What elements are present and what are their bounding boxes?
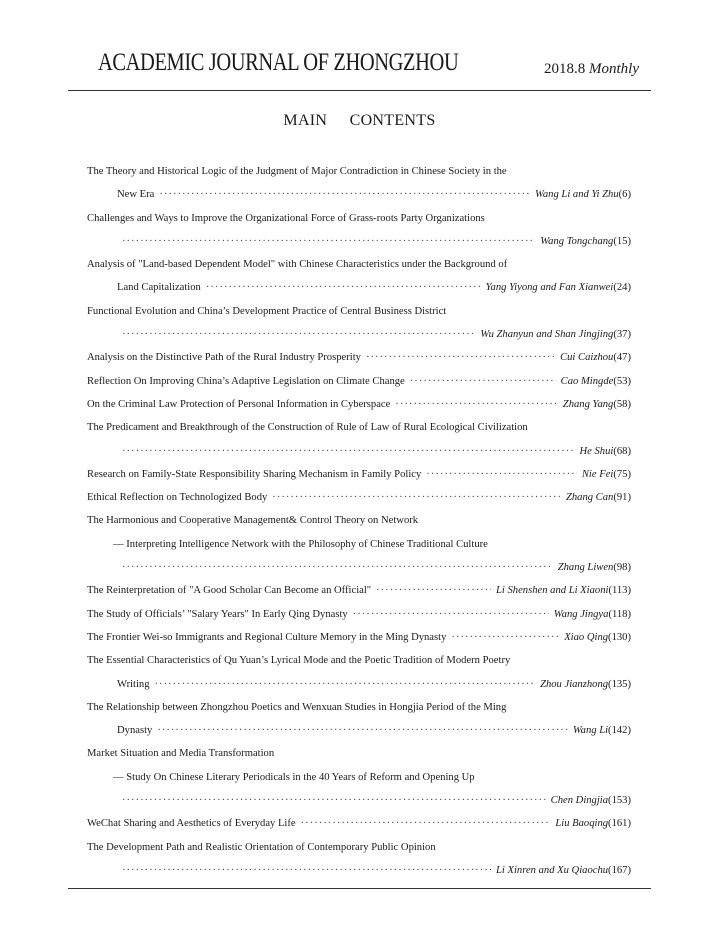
toc-entry-title: The Predicament and Breakthrough of the Construction of Rule of Law of Rural Ecological Civilization bbox=[87, 422, 528, 434]
journal-header bbox=[68, 40, 651, 91]
toc-entry-title: New Era bbox=[117, 189, 155, 201]
toc-entry-author: Wang Li and Yi Zhu bbox=[535, 189, 619, 201]
contents-title-word-contents: CONTENTS bbox=[349, 112, 436, 129]
toc-entry-title: — Interpreting Intelligence Network with the Philosophy of Chinese Traditional Culture bbox=[113, 538, 488, 550]
dot-leader bbox=[395, 393, 557, 416]
toc-entry-title: Analysis on the Distinctive Path of the Rural Industry Prosperity bbox=[87, 352, 361, 364]
toc-entry-title: Functional Evolution and China’s Development Practice of Central Business District bbox=[87, 305, 447, 317]
toc-entry-page: (167) bbox=[608, 864, 631, 876]
toc-line bbox=[87, 649, 631, 672]
dot-leader bbox=[155, 673, 536, 696]
toc-entry-author: Zhang Yang bbox=[562, 398, 614, 410]
issue-info bbox=[544, 61, 639, 78]
dot-leader bbox=[122, 323, 475, 346]
toc-entry-author: Nie Fei bbox=[581, 468, 614, 480]
toc-line bbox=[87, 766, 631, 789]
footer-rule bbox=[68, 888, 651, 889]
toc-line bbox=[87, 696, 631, 719]
toc-line bbox=[87, 323, 631, 346]
toc-line bbox=[87, 533, 631, 556]
toc-entry-page: (53) bbox=[613, 375, 631, 387]
dot-leader bbox=[451, 626, 559, 649]
dot-leader bbox=[410, 370, 556, 393]
toc-line bbox=[87, 836, 631, 859]
toc-entry-title: The Essential Characteristics of Qu Yuan’s Lyrical Mode and the Poetic Tradition of Modern Poetry bbox=[87, 655, 511, 667]
toc-line bbox=[87, 556, 631, 579]
toc-entry-page: (15) bbox=[613, 235, 631, 247]
toc-line bbox=[87, 207, 631, 230]
toc-entry-author: He Shui bbox=[579, 445, 614, 457]
dot-leader bbox=[206, 276, 481, 299]
toc-entry-page: (47) bbox=[613, 352, 631, 364]
dot-leader bbox=[301, 812, 551, 835]
toc-entry-title: Challenges and Ways to Improve the Organizational Force of Grass-roots Party Organizations bbox=[87, 212, 485, 224]
toc-entry-author: Zhang Liwen bbox=[557, 562, 614, 574]
toc-line bbox=[87, 370, 631, 393]
dot-leader bbox=[159, 183, 530, 206]
toc-entry-title: Reflection On Improving China’s Adaptive Legislation on Climate Change bbox=[87, 375, 405, 387]
toc-entry-title: Ethical Reflection on Technologized Body bbox=[87, 492, 268, 504]
journal-title: ACADEMIC JOURNAL OF ZHONGZHOU bbox=[98, 49, 459, 76]
toc-entry-page: (37) bbox=[613, 329, 631, 341]
contents-title bbox=[0, 112, 719, 130]
toc-line bbox=[87, 416, 631, 439]
toc-entry-author: Li Xinren and Xu Qiaochu bbox=[496, 864, 609, 876]
toc-entry-title: On the Criminal Law Protection of Personal Information in Cyberspace bbox=[87, 398, 391, 410]
toc-entry-title: Market Situation and Media Transformation bbox=[87, 748, 275, 760]
toc-entry-author: Zhou Jianzhong bbox=[540, 678, 609, 690]
toc-line bbox=[87, 509, 631, 532]
issue-number: 2018.8 bbox=[544, 61, 586, 77]
toc-line bbox=[87, 486, 631, 509]
toc-entry-page: (58) bbox=[613, 398, 631, 410]
toc-line bbox=[87, 579, 631, 602]
toc-entry-author: Wu Zhanyun and Shan Jingjing bbox=[480, 329, 614, 341]
dot-leader bbox=[122, 440, 575, 463]
toc-entry-title: Dynasty bbox=[117, 725, 153, 737]
toc-entry-author: Xiao Qing bbox=[564, 631, 609, 643]
toc-entry-author: Cao Mingde bbox=[560, 375, 614, 387]
toc-line bbox=[87, 300, 631, 323]
toc-entry-author: Chen Dingjia bbox=[550, 795, 609, 807]
toc-entry-page: (91) bbox=[613, 492, 631, 504]
toc-line bbox=[87, 859, 631, 882]
toc-line bbox=[87, 742, 631, 765]
toc-line bbox=[87, 603, 631, 626]
toc-entry-page: (113) bbox=[608, 585, 631, 597]
toc-entry-title: The Study of Officials’ "Salary Years" In Early Qing Dynasty bbox=[87, 608, 348, 620]
toc-entry-title: The Frontier Wei-so Immigrants and Regional Culture Memory in the Ming Dynasty bbox=[87, 631, 447, 643]
toc-line bbox=[87, 789, 631, 812]
toc-line bbox=[87, 230, 631, 253]
toc-line bbox=[87, 719, 631, 742]
toc-entry-author: Wang Jingya bbox=[553, 608, 609, 620]
toc-entry-page: (6) bbox=[618, 189, 631, 201]
toc-entry-page: (130) bbox=[608, 631, 631, 643]
toc-entry-page: (161) bbox=[608, 818, 631, 830]
toc-line bbox=[87, 346, 631, 369]
toc-entry-page: (24) bbox=[613, 282, 631, 294]
toc-entry-page: (68) bbox=[613, 445, 631, 457]
contents-title-word-main: MAIN bbox=[283, 112, 328, 129]
dot-leader bbox=[122, 230, 535, 253]
toc-entry-page: (153) bbox=[608, 795, 631, 807]
toc-entry-page: (98) bbox=[613, 562, 631, 574]
table-of-contents bbox=[87, 160, 631, 882]
toc-entry-title: — Study On Chinese Literary Periodicals in the 40 Years of Reform and Opening Up bbox=[113, 771, 475, 783]
dot-leader bbox=[122, 556, 553, 579]
dot-leader bbox=[122, 789, 546, 812]
toc-entry-title: The Development Path and Realistic Orientation of Contemporary Public Opinion bbox=[87, 841, 436, 853]
toc-line bbox=[87, 440, 631, 463]
toc-entry-page: (75) bbox=[613, 468, 631, 480]
toc-entry-title: The Reinterpretation of "A Good Scholar Can Become an Official" bbox=[87, 585, 372, 597]
dot-leader bbox=[272, 486, 561, 509]
toc-entry-page: (135) bbox=[608, 678, 631, 690]
toc-entry-author: Yang Yiyong and Fan Xianwei bbox=[485, 282, 614, 294]
issue-frequency: Monthly bbox=[589, 61, 639, 77]
dot-leader bbox=[122, 859, 491, 882]
dot-leader bbox=[157, 719, 568, 742]
toc-entry-title: Land Capitalization bbox=[117, 282, 201, 294]
toc-line bbox=[87, 393, 631, 416]
toc-line bbox=[87, 812, 631, 835]
toc-line bbox=[87, 463, 631, 486]
dot-leader bbox=[426, 463, 577, 486]
toc-entry-page: (118) bbox=[608, 608, 631, 620]
toc-entry-title: The Relationship between Zhongzhou Poetics and Wenxuan Studies in Hongjia Period of the Ming bbox=[87, 701, 507, 713]
toc-entry-title: Writing bbox=[117, 678, 150, 690]
toc-entry-title: The Harmonious and Cooperative Management& Control Theory on Network bbox=[87, 515, 419, 527]
toc-entry-author: Liu Baoqing bbox=[555, 818, 609, 830]
toc-entry-title: The Theory and Historical Logic of the Judgment of Major Contradiction in Chinese Society in the bbox=[87, 166, 507, 177]
toc-entry-author: Wang Tongchang bbox=[540, 235, 614, 247]
toc-entry-page: (142) bbox=[608, 725, 631, 737]
toc-entry-author: Cui Caizhou bbox=[560, 352, 614, 364]
toc-line bbox=[87, 276, 631, 299]
toc-entry-title: WeChat Sharing and Aesthetics of Everyday Life bbox=[87, 818, 296, 830]
dot-leader bbox=[366, 346, 555, 369]
toc-entry-author: Zhang Can bbox=[565, 492, 614, 504]
toc-line bbox=[87, 183, 631, 206]
toc-line bbox=[87, 253, 631, 276]
toc-entry-title: Analysis of "Land-based Dependent Model" with Chinese Characteristics under the Background of bbox=[87, 259, 508, 271]
toc-line bbox=[87, 626, 631, 649]
toc-line bbox=[87, 160, 631, 183]
toc-line bbox=[87, 673, 631, 696]
dot-leader bbox=[376, 579, 491, 602]
toc-entry-author: Li Shenshen and Li Xiaoni bbox=[496, 585, 609, 597]
toc-entry-author: Wang Li bbox=[572, 725, 609, 737]
toc-entry-title: Research on Family-State Responsibility Sharing Mechanism in Family Policy bbox=[87, 468, 422, 480]
dot-leader bbox=[353, 603, 549, 626]
